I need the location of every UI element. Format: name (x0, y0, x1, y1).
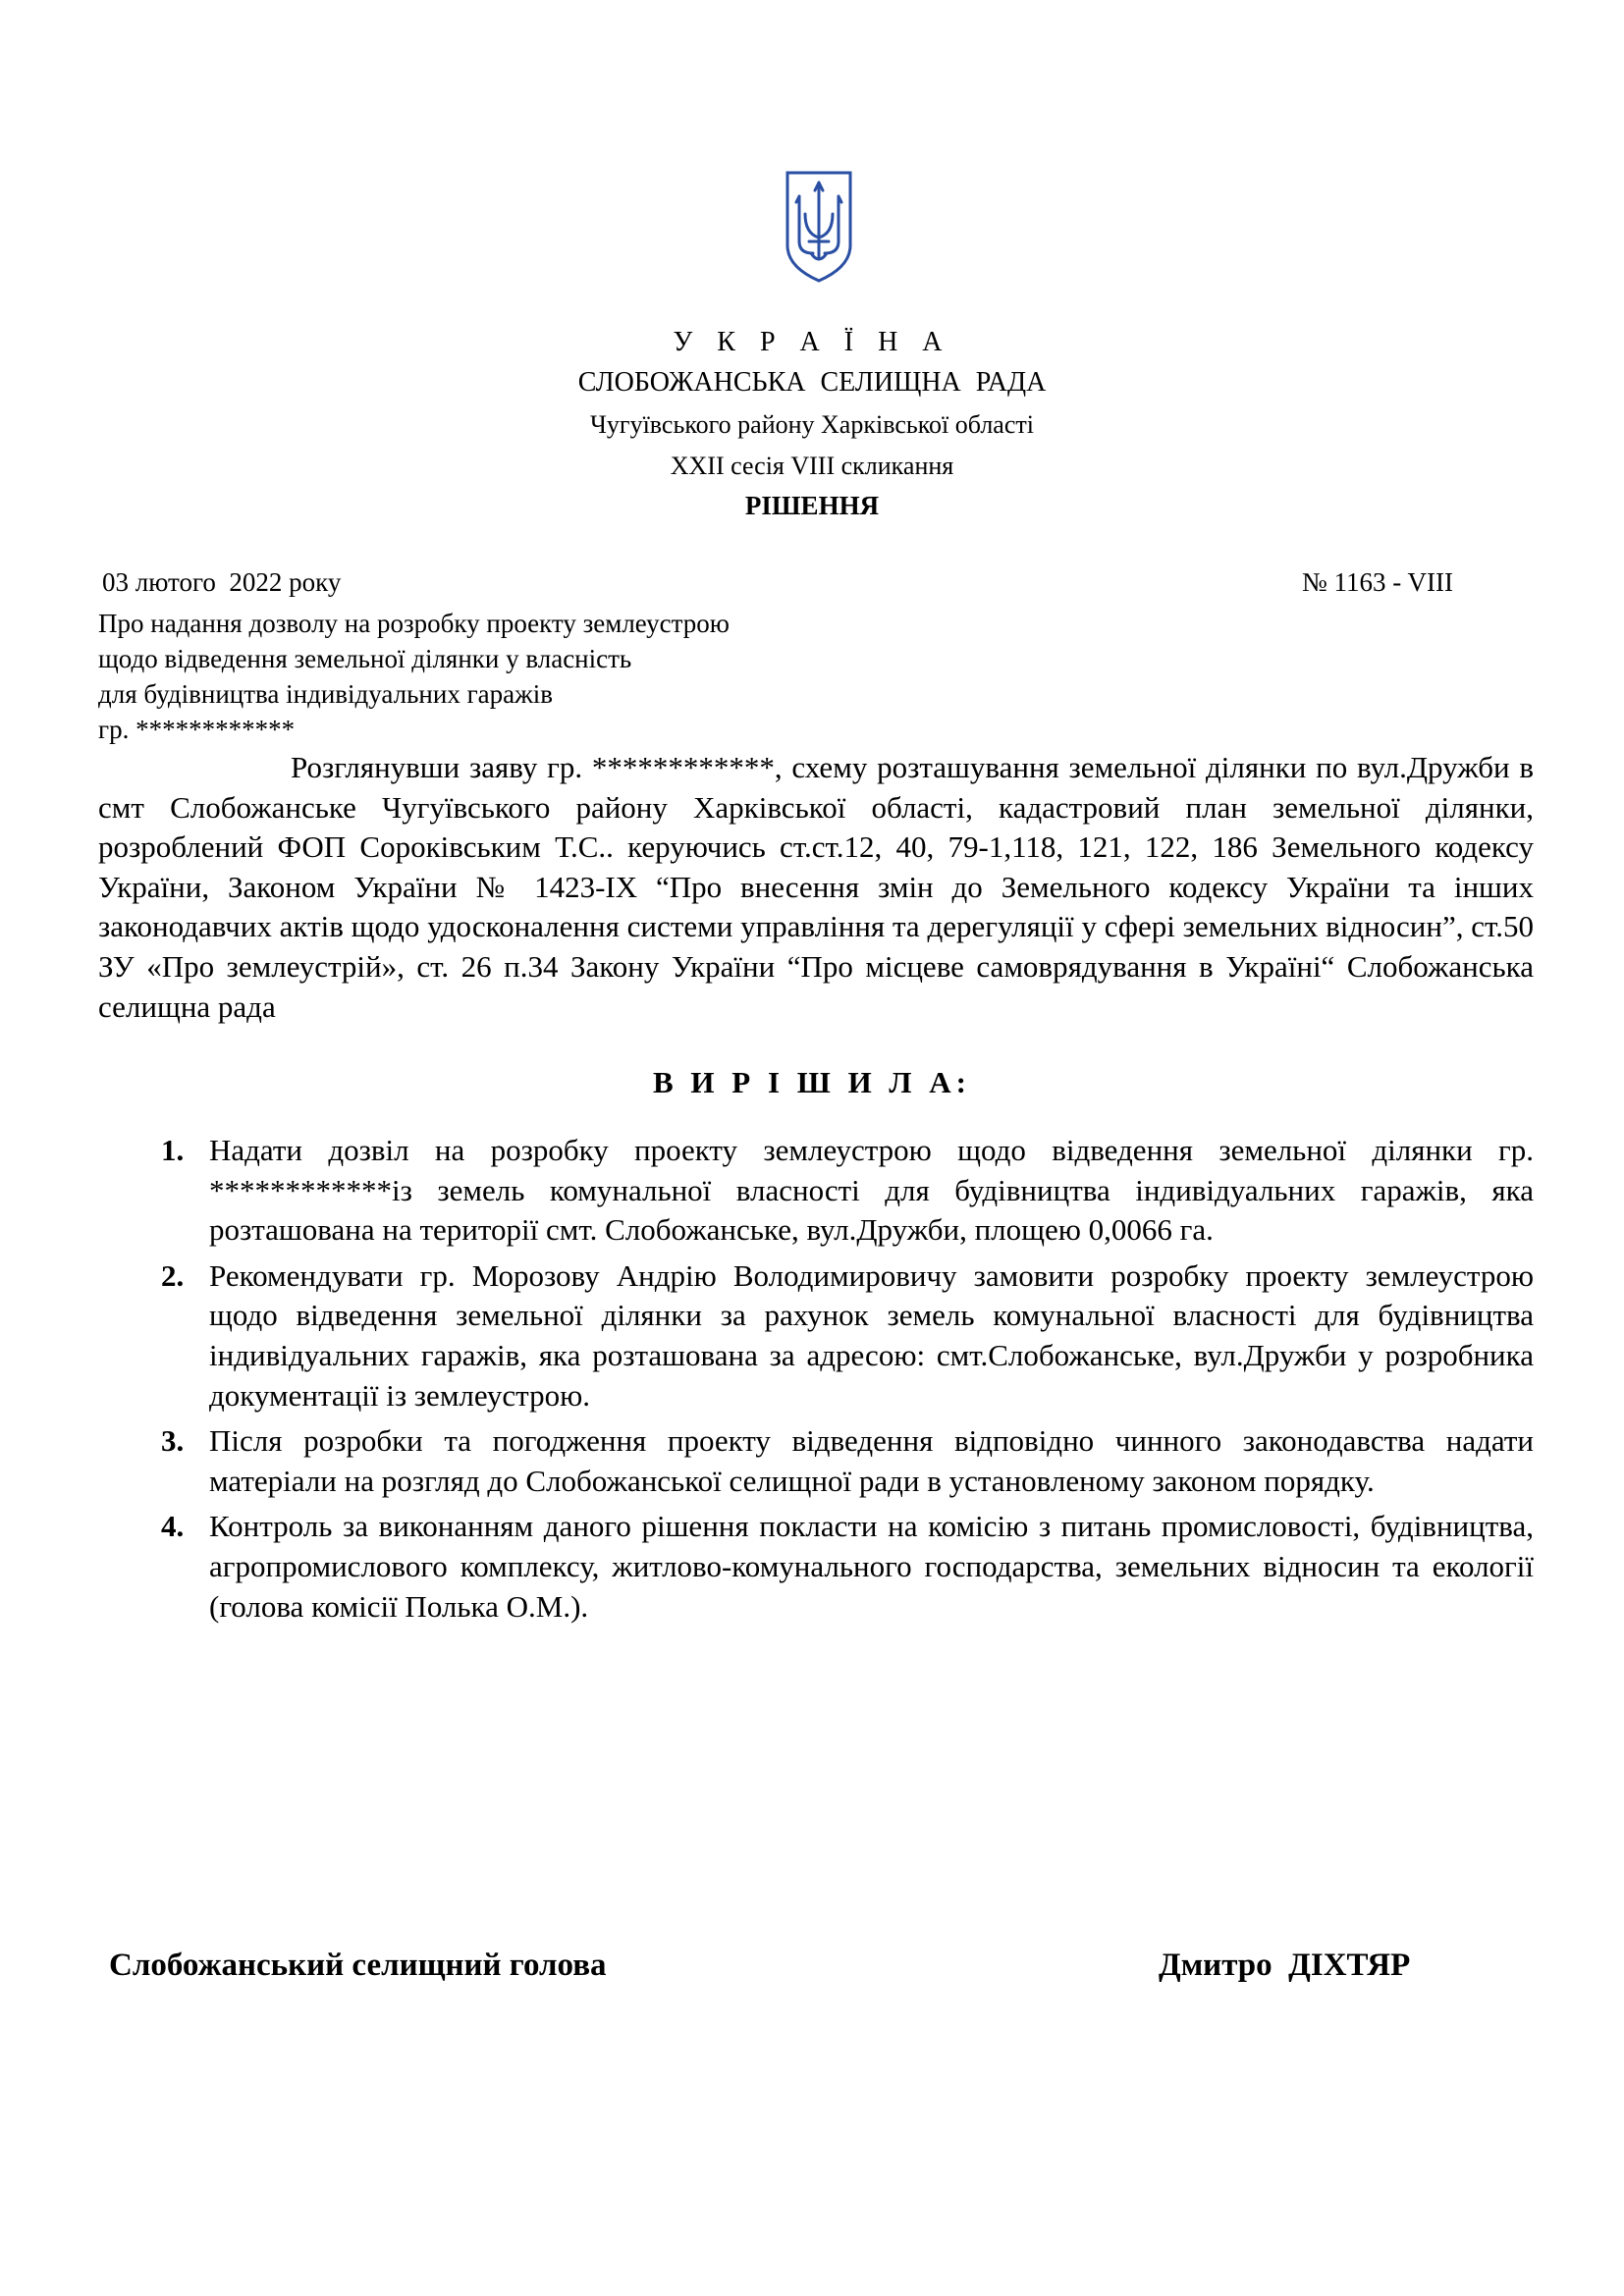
district-subtitle: Чугуївського району Харківської області (590, 410, 1034, 439)
signatory-position: Слобожанський селищний голова (109, 1948, 607, 1983)
decision-items-list (147, 1131, 1534, 1632)
country-title: У К Р А Ї Н А (673, 327, 951, 357)
subject-line: для будівництва індивідуальних гаражів (98, 679, 554, 709)
signatory-name: Дмитро ДІХТЯР (1159, 1948, 1411, 1983)
item-text: Надати дозвіл на розробку проекту землеустрою щодо відведення земельної ділянки гр. ************із земель комунальної власності для будівництва індивідуальних гаражів, яка розташована на території смт. Слобожанське, вул.Дружби, площею 0,0066 га. (209, 1133, 1534, 1248)
list-item (147, 1256, 1534, 1415)
tryzub-coat-of-arms-icon (784, 169, 854, 285)
council-title: СЛОБОЖАНСЬКА СЕЛИЩНА РАДА (577, 367, 1047, 398)
decision-number: № 1163 - VIII (1302, 567, 1453, 597)
list-item (147, 1131, 1534, 1251)
item-number: 3. (161, 1423, 185, 1459)
list-item (147, 1507, 1534, 1627)
list-item (147, 1421, 1534, 1501)
item-number: 2. (161, 1257, 185, 1293)
item-number: 1. (161, 1133, 185, 1167)
item-text: Контроль за виконанням даного рішення покласти на комісію з питань промисловості, будівництва, агропромислового комплексу, житлово-комунального господарства, земельних відносин та екології (голова комісії Полька О.М.). (209, 1509, 1534, 1624)
decision-subject (98, 606, 730, 747)
subject-line: щодо відведення земельної ділянки у власність (98, 644, 632, 673)
decided-heading: В И Р І Ш И Л А: (652, 1065, 971, 1099)
item-text: Після розробки та погодження проекту відведення відповідно чинного законодавства надати матеріали на розгляд до Слобожанської селищної ради в установленому законом порядку. (209, 1423, 1534, 1498)
subject-line: Про надання дозволу на розробку проекту землеустрою (98, 609, 730, 638)
document-type: РІШЕННЯ (744, 491, 880, 520)
subject-line: гр. ************ (98, 715, 296, 744)
item-number: 4. (161, 1509, 185, 1544)
item-text: Рекомендувати гр. Морозову Андрію Володимировичу замовити розробку проекту землеустрою щодо відведення земельної ділянки за рахунок земель комунальної власності для будівництва індивідуальних гаражів, яка розташована за адресою: смт.Слобожанське, вул.Дружби у розробника документації із землеустрою. (209, 1257, 1534, 1413)
session-subtitle: XXII сесія VIII скликання (670, 452, 954, 480)
decision-date: 03 лютого 2022 року (102, 567, 342, 597)
preamble-paragraph: Розглянувши заяву гр. ************, схему розташування земельної ділянки по вул.Дружби в смт Слобожанське Чугуївського району Харківської області, кадастровий план земельної ділянки, розроблений ФОП Сороківським Т.С.. керуючись ст.ст.12, 40, 79-1,118, 121, 122, 186 Земельного кодексу України, Законом України № 1423-IX “Про внесення змін до Земельного кодексу України та інших законодавчих актів щодо удосконалення системи управління та дерегуляції у сфері земельних відносин”, ст.50 ЗУ «Про землеустрій», ст. 26 п.34 Закону України “Про місцеве самоврядування в Україні“ Слобожанська селищна рада (98, 750, 1534, 1024)
